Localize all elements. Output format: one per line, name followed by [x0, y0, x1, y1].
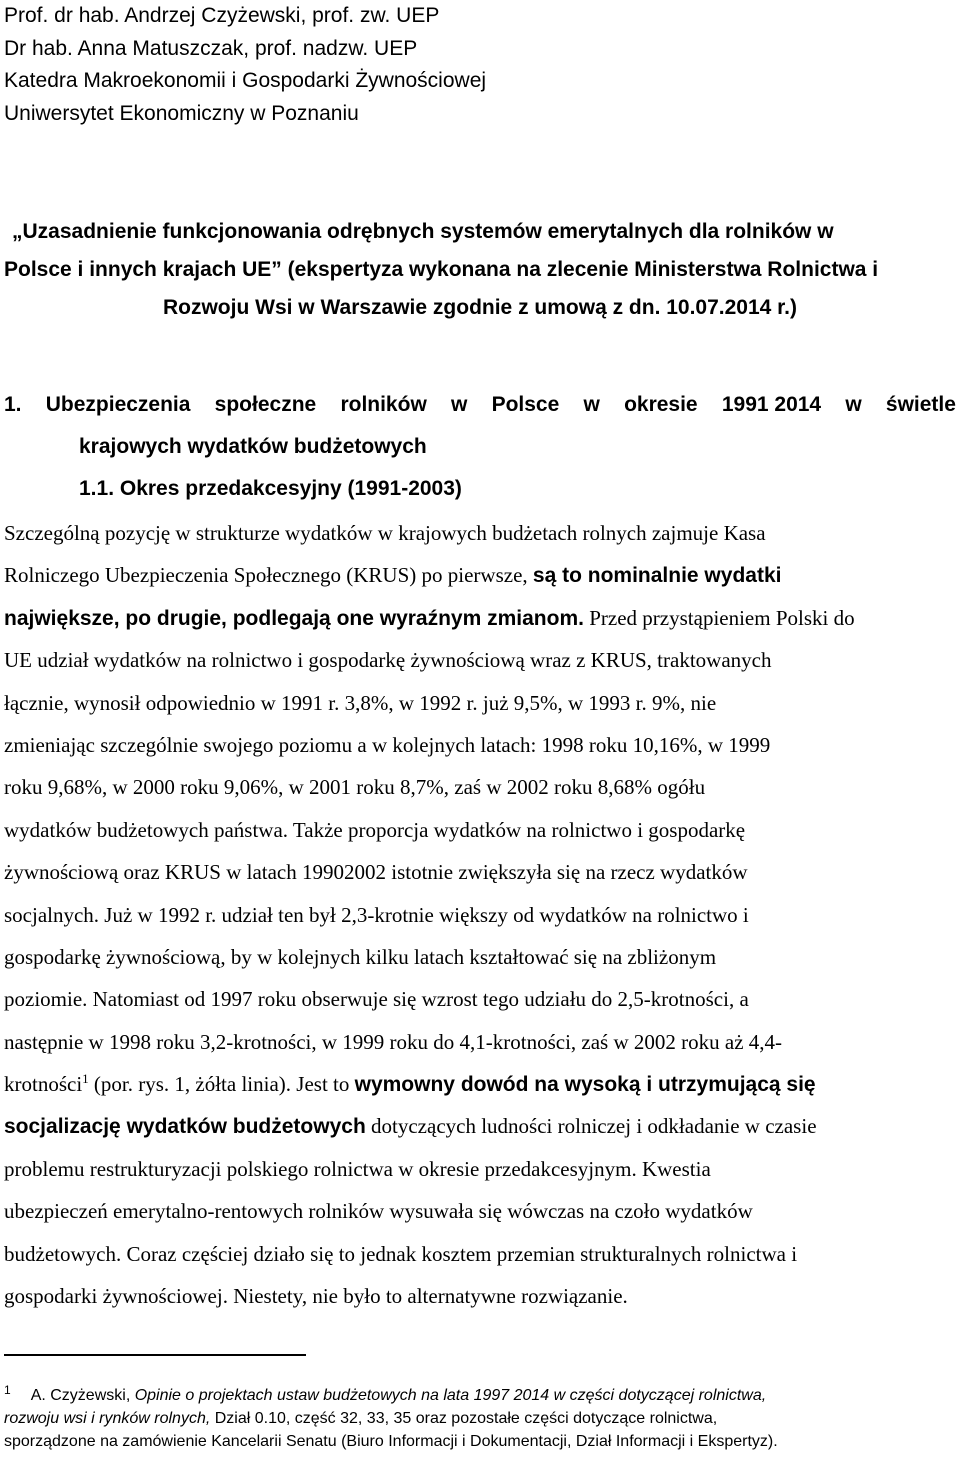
heading-word: rolników — [340, 393, 427, 416]
paragraph-line: zmieniając szczególnie swojego poziomu a w kolejnych latach: 1998 roku 10,16%, w 1999 — [4, 732, 771, 757]
footnote-cited-title-cont: rozwoju wsi i rynków rolnych, — [4, 1410, 211, 1427]
bold-phrase: socjalizację wydatków budżetowych — [4, 1115, 366, 1139]
paragraph-line: łącznie, wynosił odpowiednio w 1991 r. 3,8%, w 1992 r. już 9,5%, w 1993 r. 9%, nie — [4, 690, 717, 715]
paragraph-line: ubezpieczeń emerytalno-rentowych rolników wysuwała się wówczas na czoło wydatków — [4, 1199, 753, 1224]
title-line-1: „Uzasadnienie funkcjonowania odrębnych systemów emerytalnych dla rolników w — [12, 220, 834, 243]
paragraph-line: roku 9,68%, w 2000 roku 9,06%, w 2001 roku 8,7%, zaś w 2002 roku 8,68% ogółu — [4, 775, 706, 800]
section-number: 1. — [4, 393, 22, 416]
footnote-line: $^1$ A. Czyżewski, Opinie o projektach ustaw budżetowych na lata 1997 2014 w części dotyczącej rolnictwa, — [4, 1382, 767, 1404]
body-text — [4, 512, 956, 1317]
heading-word: świetle — [885, 393, 956, 416]
footnote — [4, 1384, 956, 1453]
heading-word: w — [583, 393, 600, 416]
heading-word: w — [451, 393, 468, 416]
paragraph-line: problemu restrukturyzacji polskiego rolnictwa w okresie przedakcesyjnym. Kwestia — [4, 1156, 711, 1181]
paragraph-line — [4, 1063, 956, 1105]
heading-word: okresie — [624, 393, 698, 416]
bold-phrase: największe, po drugie, podlegają one wyraźnym zmianom. — [4, 606, 584, 630]
heading-word: społeczne — [214, 393, 317, 416]
paragraph-line: gospodarkę żywnościową, by w kolejnych kilku latach kształtować się na zbliżonym — [4, 944, 717, 969]
paragraph-line: UE udział wydatków na rolnictwo i gospodarkę żywnościową wraz z KRUS, traktowanych — [4, 648, 772, 673]
footnote-reference: 1 — [82, 1071, 89, 1087]
author-line-1: Prof. dr hab. Andrzej Czyżewski, prof. zw. UEP — [4, 4, 440, 27]
title-line-3: Rozwoju Wsi w Warszawie zgodnie z umową z dn. 10.07.2014 r.) — [162, 296, 798, 319]
author-line-2: Dr hab. Anna Matuszczak, prof. nadzw. UEP — [4, 36, 418, 60]
footnote-cited-title: Opinie o projektach ustaw budżetowych na lata 1997 2014 w części dotyczącej rolnictwa, — [134, 1387, 767, 1404]
paragraph-line: Szczególną pozycję w strukturze wydatków w krajowych budżetach rolnych zajmuje Kasa — [4, 521, 766, 545]
paragraph-line: gospodarki żywnościowej. Niestety, nie było to alternatywne rozwiązanie. — [4, 1284, 628, 1309]
footnote-separator — [4, 1354, 306, 1356]
footnote-line: sporządzone na zamówienie Kancelarii Senatu (Biuro Informacji i Dokumentacji, Dział Informacji i Ekspertyz). — [4, 1433, 778, 1450]
bold-phrase: wymowny dowód na wysoką i utrzymującą się — [354, 1073, 816, 1097]
paragraph-line-text: krotności$^1$ (por. rys. 1, żółta linia). Jest to wymowny dowód na wysoką i utrzymującą się — [4, 1071, 816, 1097]
department-line: Katedra Makroekonomii i Gospodarki Żywnościowej — [4, 69, 487, 92]
heading-word: w — [845, 393, 862, 416]
paragraph-line — [4, 1105, 956, 1147]
paragraph-line-text: socjalizację wydatków budżetowych dotyczących ludności rolniczej i odkładanie w czasie — [4, 1114, 817, 1139]
paragraph-line: żywnościową oraz KRUS w latach 19902002 istotnie zwiększyła się na rzecz wydatków — [4, 860, 748, 885]
document-title — [4, 213, 956, 327]
bold-phrase: są to nominalnie wydatki — [532, 564, 782, 588]
author-block — [4, 0, 486, 130]
heading-word: Polsce — [491, 393, 560, 416]
heading-word: Ubezpieczenia — [45, 393, 191, 416]
university-line: Uniwersytet Ekonomiczny w Poznaniu — [4, 101, 359, 125]
paragraph-line — [4, 554, 956, 596]
section-heading-1 — [4, 384, 956, 468]
footnote-mark: 1 — [4, 1382, 11, 1397]
paragraph-line-text: Rolniczego Ubezpieczenia Społecznego (KRUS) po pierwsze, są to nominalnie wydatki — [4, 563, 782, 588]
subsection-heading: 1.1. Okres przedakcesyjny (1991-2003) — [79, 477, 462, 500]
paragraph-line: poziomie. Natomiast od 1997 roku obserwuje się wzrost tego udziału do 2,5-krotności, a — [4, 987, 749, 1012]
paragraph-line: wydatków budżetowych państwa. Także proporcja wydatków na rolnictwo i gospodarkę — [4, 817, 746, 842]
title-line-2: Polsce i innych krajach UE” (ekspertyza wykonana na zlecenie Ministerstwa Rolnictwa i — [4, 258, 879, 281]
heading-word: 1991 2014 — [721, 393, 822, 416]
paragraph-line — [4, 597, 956, 639]
paragraph-line: socjalnych. Już w 1992 r. udział ten był 2,3-krotnie większy od wydatków na rolnictwo i — [4, 902, 749, 927]
paragraph-line-text: największe, po drugie, podlegają one wyraźnym zmianom. Przed przystąpieniem Polski do — [4, 605, 855, 630]
footnote-line: rozwoju wsi i rynków rolnych, Dział 0.10, część 32, 33, 35 oraz pozostałe części dotyczące rolnictwa, — [4, 1410, 718, 1427]
section-heading-row-1 — [4, 384, 956, 426]
section-heading-row-2: krajowych wydatków budżetowych — [79, 435, 427, 458]
paragraph-line: budżetowych. Coraz częściej działo się to jednak kosztem przemian strukturalnych rolnictwa i — [4, 1241, 798, 1266]
paragraph-line: następnie w 1998 roku 3,2-krotności, w 1999 roku do 4,1-krotności, zaś w 2002 roku aż 4,4- — [4, 1029, 783, 1054]
